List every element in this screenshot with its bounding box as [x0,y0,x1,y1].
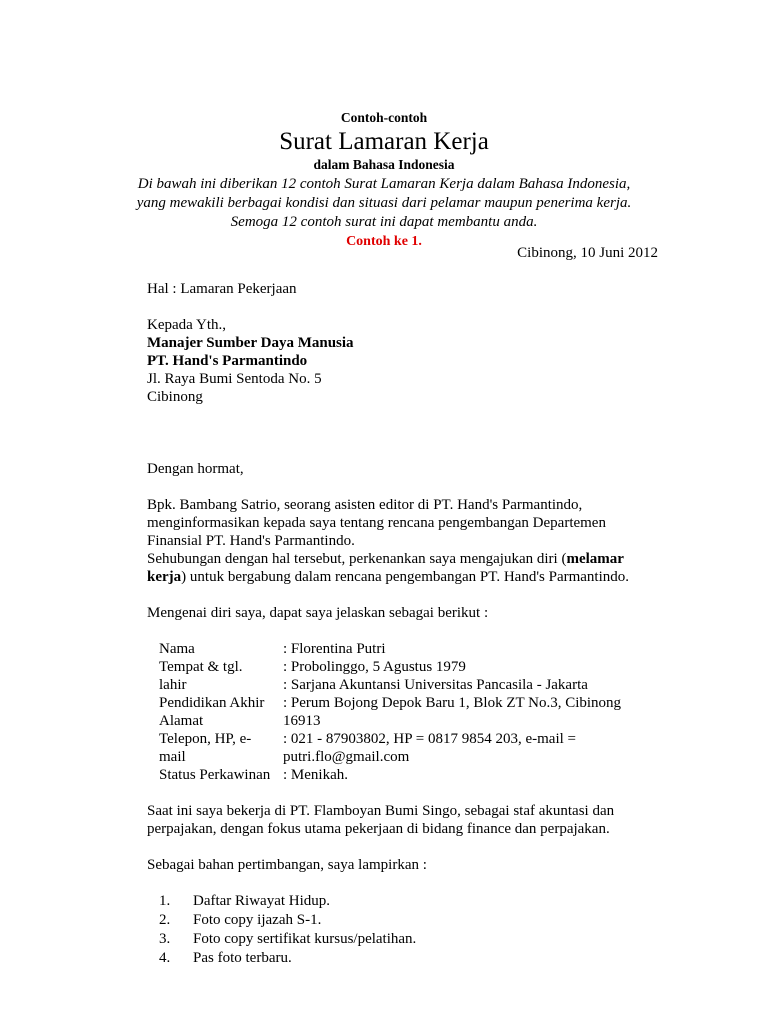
list-item [159,892,416,911]
list-number: 3. [159,931,171,947]
sub-title: dalam Bahasa Indonesia [313,157,455,172]
list-text: Foto copy ijazah S-1. [193,912,322,928]
paragraph-1 [147,496,687,586]
list-text: Foto copy sertifikat kursus/pelatihan. [193,931,417,947]
recipient-block [147,316,667,406]
paragraph-line: perpajakan, dengan fokus utama pekerjaan di bidang finance dan perpajakan. [147,821,610,837]
paragraph-line: Saat ini saya bekerja di PT. Flamboyan Bumi Singo, sebagai staf akuntasi dan [147,803,615,819]
intro-line: Semoga 12 contoh surat ini dapat membantu anda. [230,214,538,230]
emphasis-text: kerja [147,569,182,585]
bio-value: : Perum Bojong Depok Baru 1, Blok ZT No.3, Cibinong [283,695,622,711]
bio-value: : Menikah. [283,767,348,783]
paragraph-2 [147,802,687,838]
bio-row [159,658,659,676]
bio-label: Pendidikan Akhir [159,695,265,711]
bio-label: Tempat & tgl. [159,659,243,675]
paragraph-text: ) untuk bergabung dalam rencana pengembangan PT. Hand's Parmantindo. [181,569,630,585]
bio-row [159,766,659,784]
paragraph-line [147,550,687,568]
recipient-city: Cibinong [147,389,203,405]
list-text: Pas foto terbaru. [193,950,292,966]
bio-value: : Florentina Putri [283,641,386,657]
bio-label: Status Perkawinan [159,767,271,783]
list-text: Daftar Riwayat Hidup. [193,893,331,909]
list-number: 2. [159,912,171,928]
bio-label: Alamat [159,713,204,729]
attachments-intro: Sebagai bahan pertimbangan, saya lampirkan : [147,857,427,873]
intro-line: yang mewakili berbagai kondisi dan situasi dari pelamar maupun penerima kerja. [136,195,632,211]
bio-label: Nama [159,641,195,657]
list-item [159,949,416,968]
bio-value: : Probolinggo, 5 Agustus 1979 [283,659,466,675]
paragraph-text: Sehubungan dengan hal tersebut, perkenankan saya mengajukan diri ( [147,551,567,567]
bio-intro: Mengenai diri saya, dapat saya jelaskan sebagai berikut : [147,605,489,621]
bio-row [159,712,659,730]
letter-date: Cibinong, 10 Juni 2012 [517,245,658,261]
recipient-position: Manajer Sumber Daya Manusia [147,335,354,351]
attachments-list [159,892,416,968]
bio-row [159,640,659,658]
list-item [159,911,416,930]
emphasis-text: melamar [566,551,624,567]
bio-value: 16913 [283,713,321,729]
bio-label: lahir [159,677,187,693]
list-number: 4. [159,950,171,966]
paragraph-line: Finansial PT. Hand's Parmantindo. [147,533,355,549]
page-title: Surat Lamaran Kerja [279,128,489,155]
pre-title: Contoh-contoh [340,110,428,125]
example-label: Contoh ke 1. [346,234,422,249]
bio-row [159,694,659,712]
bio-label: Telepon, HP, e- [159,731,252,747]
recipient-company: PT. Hand's Parmantindo [147,353,308,369]
bio-row [159,748,659,766]
bio-value: : 021 - 87903802, HP = 0817 9854 203, e-mail = [283,731,577,747]
paragraph-line [147,568,687,586]
bio-value: : Sarjana Akuntansi Universitas Pancasila - Jakarta [283,677,588,693]
bio-value: putri.flo@gmail.com [283,749,410,765]
bio-row [159,730,659,748]
recipient-address: Jl. Raya Bumi Sentoda No. 5 [147,371,322,387]
letter-subject: Hal : Lamaran Pekerjaan [147,281,297,297]
salutation: Dengan hormat, [147,461,244,477]
bio-table [159,640,659,784]
list-item [159,930,416,949]
bio-row [159,676,659,694]
list-number: 1. [159,893,171,909]
bio-label: mail [159,749,186,765]
paragraph-line: menginformasikan kepada saya tentang rencana pengembangan Departemen [147,515,606,531]
document-header [0,110,768,251]
intro-line: Di bawah ini diberikan 12 contoh Surat Lamaran Kerja dalam Bahasa Indonesia, [137,176,631,192]
intro-text [0,175,768,232]
paragraph-line: Bpk. Bambang Satrio, seorang asisten editor di PT. Hand's Parmantindo, [147,497,583,513]
recipient-greeting: Kepada Yth., [147,317,226,333]
